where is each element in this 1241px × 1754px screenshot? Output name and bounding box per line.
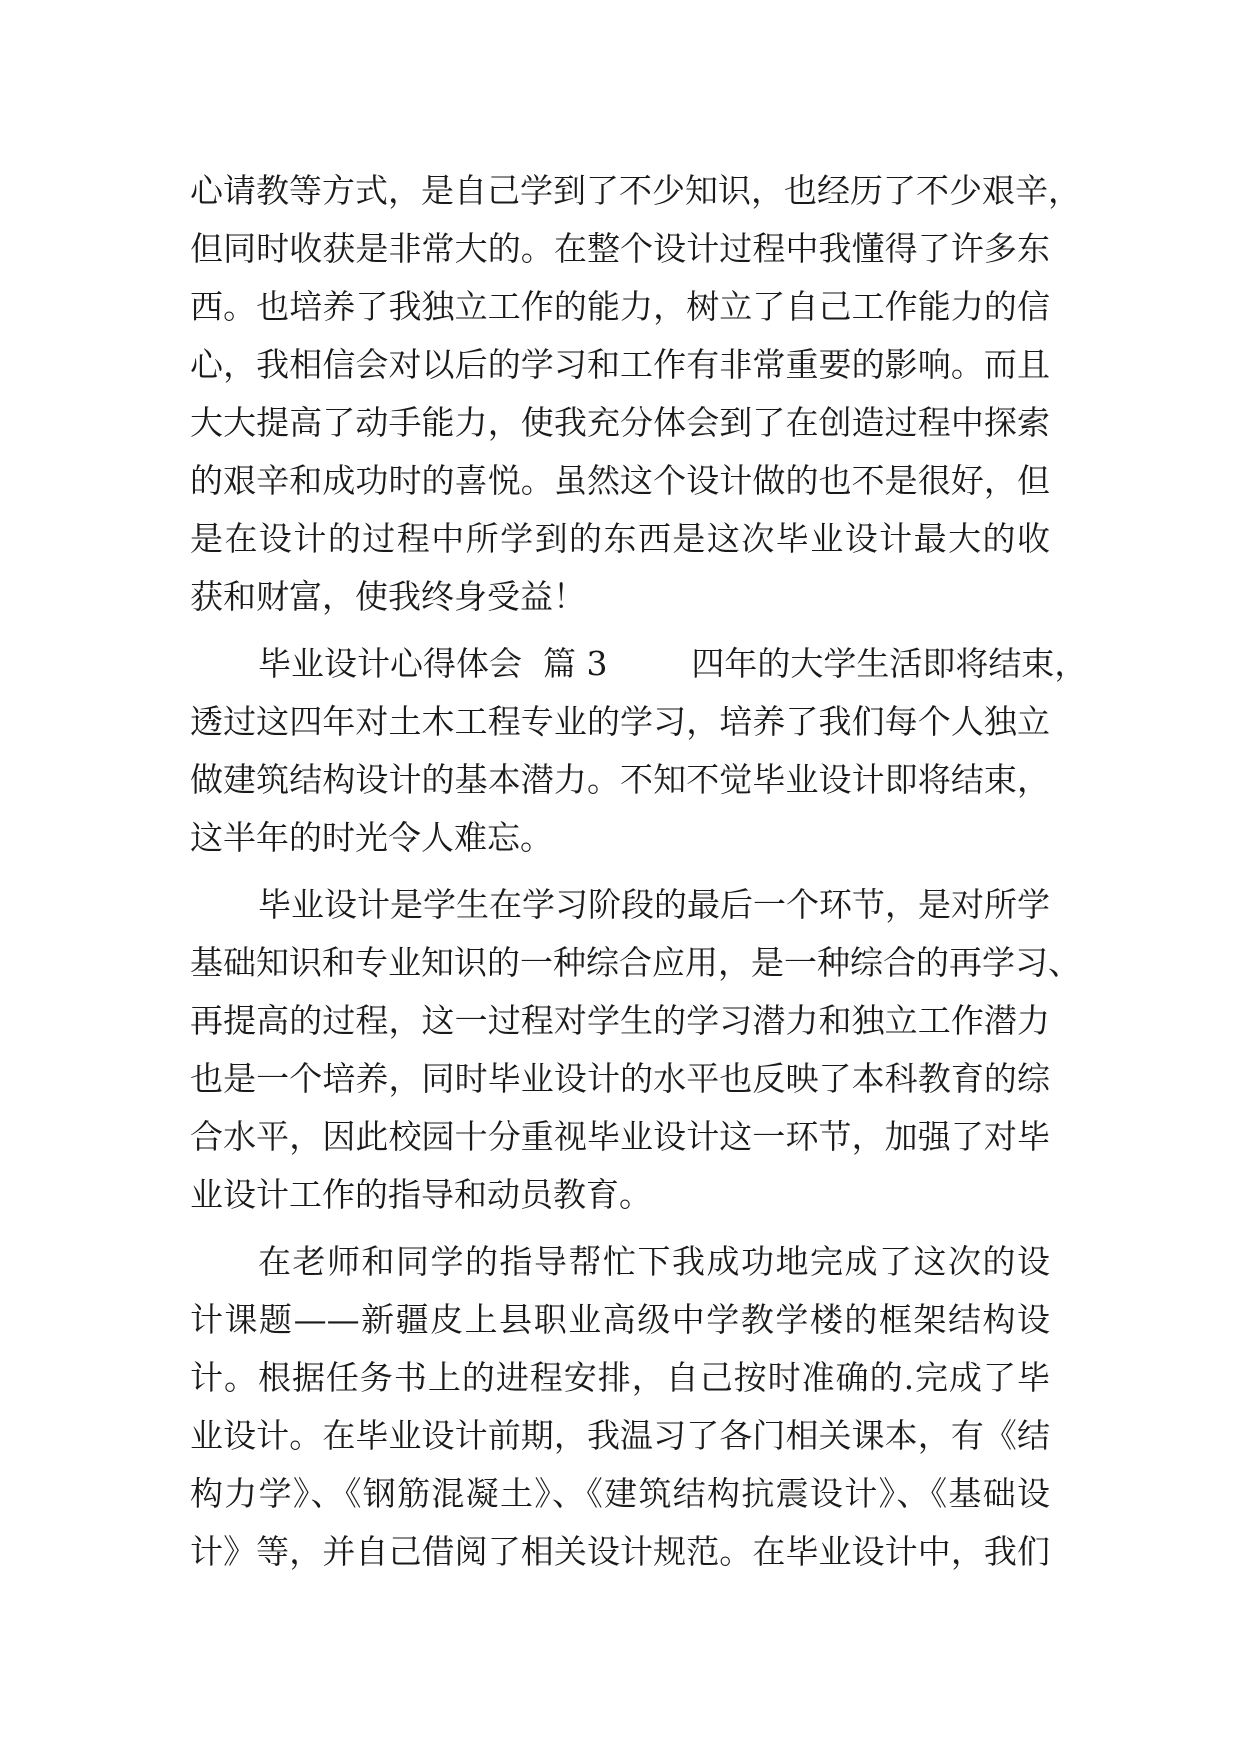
text-line: 毕业设计心得体会 篇 3 四年的大学生活即将结束， — [258, 644, 1088, 683]
text-line: 计》等，并自己借阅了相关设计规范。在毕业设计中，我们 — [190, 1532, 1050, 1571]
text-line: 合水平，因此校园十分重视毕业设计这一环节，加强了对毕 — [190, 1117, 1050, 1156]
text-line: 大大提高了动手能力，使我充分体会到了在创造过程中探索 — [190, 403, 1050, 442]
text-line: 这半年的时光令人难忘。 — [190, 818, 553, 857]
text-line: 计。根据任务书上的进程安排，自己按时准确的.完成了毕 — [190, 1358, 1050, 1397]
text-line: 基础知识和专业知识的一种综合应用，是一种综合的再学习、 — [190, 943, 1081, 982]
text-line: 计课题——新疆皮上县职业高级中学教学楼的框架结构设 — [190, 1300, 1050, 1339]
text-line: 透过这四年对土木工程专业的学习，培养了我们每个人独立 — [190, 702, 1050, 741]
text-line: 在老师和同学的指导帮忙下我成功地完成了这次的设 — [258, 1242, 1050, 1281]
document-body — [190, 162, 1088, 1581]
paragraph — [190, 162, 1081, 626]
text-line: 心，我相信会对以后的学习和工作有非常重要的影响。而且 — [190, 345, 1050, 384]
paragraph-gap — [190, 867, 1050, 876]
paragraph — [190, 876, 1081, 1224]
text-line: 业设计。在毕业设计前期，我温习了各门相关课本，有《结 — [190, 1416, 1050, 1455]
text-line: 业设计工作的指导和动员教育。 — [190, 1175, 652, 1214]
text-line: 构力学》、《钢筋混凝土》、《建筑结构抗震设计》、《基础设 — [190, 1474, 1050, 1513]
text-line: 但同时收获是非常大的。在整个设计过程中我懂得了许多东 — [190, 229, 1050, 268]
paragraph — [190, 635, 1088, 867]
paragraph-gap — [190, 1224, 1050, 1233]
text-line: 是在设计的过程中所学到的东西是这次毕业设计最大的收 — [190, 519, 1050, 558]
text-line: 心请教等方式，是自己学到了不少知识，也经历了不少艰辛， — [190, 171, 1081, 210]
text-line: 获和财富，使我终身受益！ — [190, 577, 586, 616]
text-line: 也是一个培养，同时毕业设计的水平也反映了本科教育的综 — [190, 1059, 1050, 1098]
paragraph — [190, 1233, 1050, 1581]
text-line: 西。也培养了我独立工作的能力，树立了自己工作能力的信 — [190, 287, 1050, 326]
text-line: 的艰辛和成功时的喜悦。虽然这个设计做的也不是很好，但 — [190, 461, 1050, 500]
paragraph-gap — [190, 626, 1050, 635]
text-line: 再提高的过程，这一过程对学生的学习潜力和独立工作潜力 — [190, 1001, 1050, 1040]
text-line: 做建筑结构设计的基本潜力。不知不觉毕业设计即将结束， — [190, 760, 1050, 799]
text-line: 毕业设计是学生在学习阶段的最后一个环节，是对所学 — [258, 885, 1050, 924]
